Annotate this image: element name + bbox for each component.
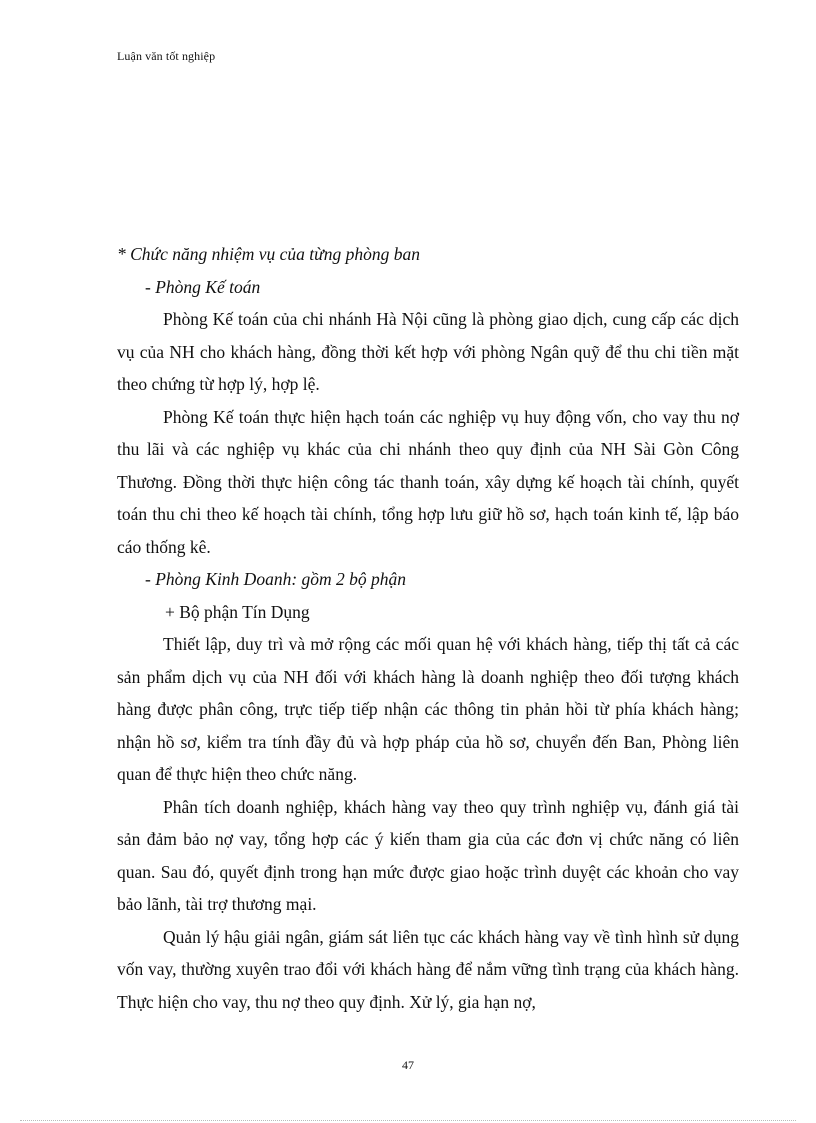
paragraph: Phòng Kế toán thực hiện hạch toán các nghiệp vụ huy động vốn, cho vay thu nợ thu lãi và các nghiệp vụ khác của chi nhánh theo quy định của NH Sài Gòn Công Thương. Đồng thời thực hiện công tác thanh toán, xây dựng kế hoạch tài chính, quyết toán thu chi theo kế hoạch tài chính, tổng hợp lưu giữ hồ sơ, hạch toán kinh tế, lập báo cáo thống kê. xyxy=(117,406,739,557)
paragraph: Quản lý hậu giải ngân, giám sát liên tục các khách hàng vay về tình hình sử dụng vốn vay, thường xuyên trao đổi với khách hàng để nắm vững tình trạng của khách hàng. Thực hiện cho vay, thu nợ theo quy định. Xử lý, gia hạn nợ, xyxy=(117,926,739,1012)
subheading-accounting: - Phòng Kế toán xyxy=(145,276,261,297)
subheading-credit: + Bộ phận Tín Dụng xyxy=(165,601,310,622)
paragraph: Phân tích doanh nghiệp, khách hàng vay theo quy trình nghiệp vụ, đánh giá tài sản đảm bảo nợ vay, tổng hợp các ý kiến tham gia của các đơn vị chức năng có liên quan. Sau đó, quyết định trong hạn mức được giao hoặc trình duyệt các khoản cho vay bảo lãnh, tài trợ thương mại. xyxy=(117,796,739,914)
page-number: 47 xyxy=(402,1058,414,1072)
paragraph: Phòng Kế toán của chi nhánh Hà Nội cũng là phòng giao dịch, cung cấp các dịch vụ của NH cho khách hàng, đồng thời kết hợp với phòng Ngân quỹ để thu chi tiền mặt theo chứng từ hợp lý, hợp lệ. xyxy=(117,309,739,394)
section-heading: * Chức năng nhiệm vụ của từng phòng ban xyxy=(117,244,420,264)
running-header: Luận văn tốt nghiệp xyxy=(117,49,216,63)
page-body xyxy=(117,238,739,1018)
footer-divider xyxy=(20,1120,796,1121)
subheading-business: - Phòng Kinh Doanh: gồm 2 bộ phận xyxy=(145,569,407,589)
paragraph: Thiết lập, duy trì và mở rộng các mối quan hệ với khách hàng, tiếp thị tất cả các sản phẩm dịch vụ của NH đối với khách hàng là doanh nghiệp theo đối tượng khách hàng được phân công, trực tiếp tiếp nhận các thông tin phản hồi từ phía khách hàng; nhận hồ sơ, kiểm tra tính đầy đủ và hợp pháp của hồ sơ, chuyển đến Ban, Phòng liên quan để thực hiện theo chức năng. xyxy=(117,634,739,784)
